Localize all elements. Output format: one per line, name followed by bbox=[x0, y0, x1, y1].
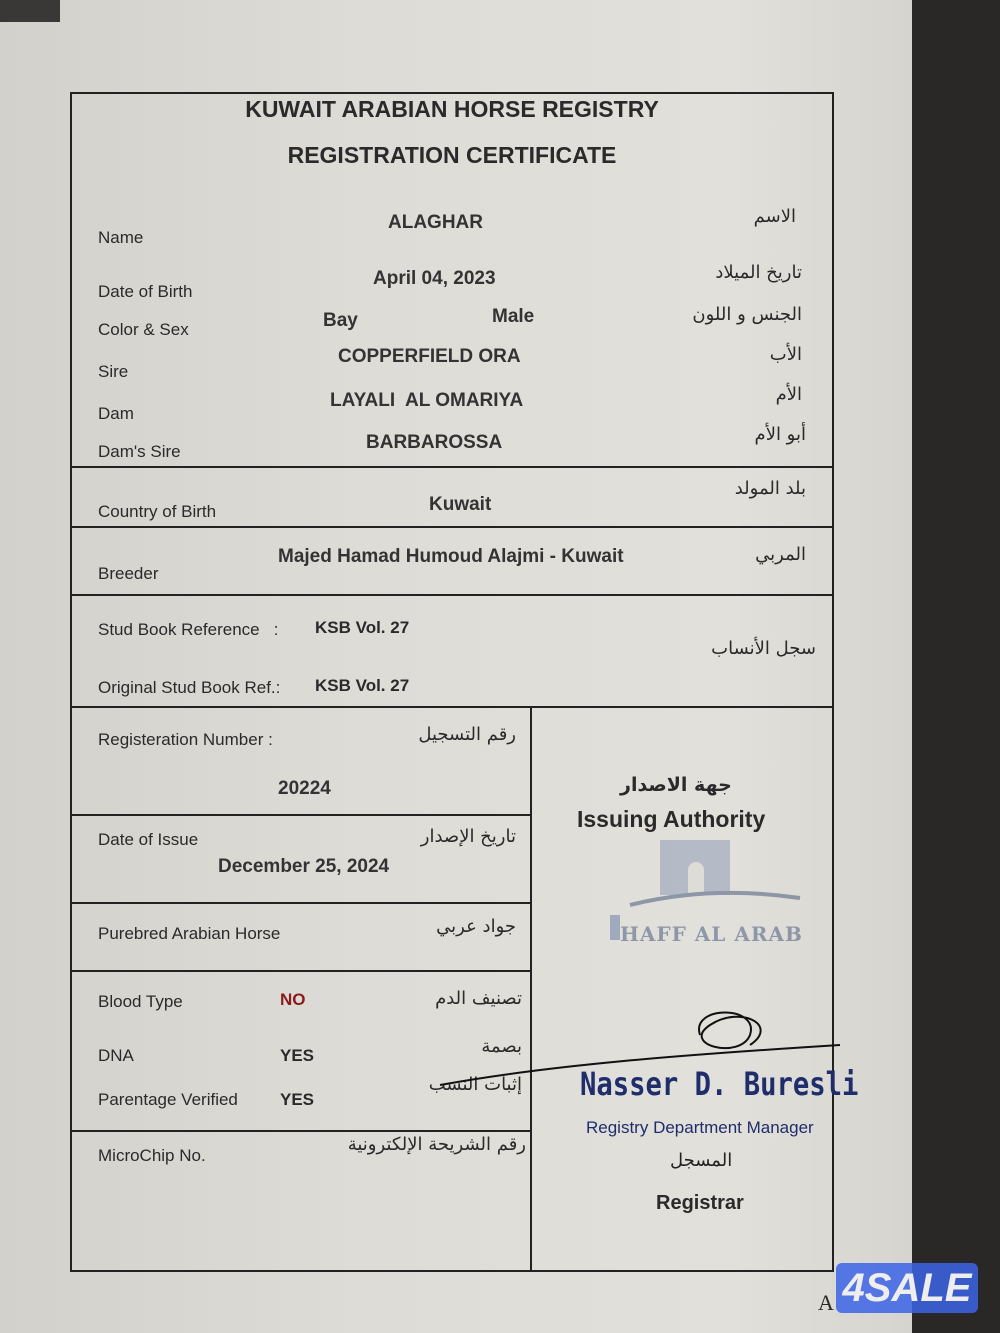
country-value: Kuwait bbox=[429, 494, 492, 515]
watermark-logo: 4SALE bbox=[836, 1263, 978, 1313]
dna-value: YES bbox=[280, 1046, 315, 1065]
divider bbox=[72, 902, 532, 904]
castle-icon bbox=[600, 840, 810, 970]
breeder-ar: المربي bbox=[755, 544, 806, 565]
registry-title: KUWAIT ARABIAN HORSE REGISTRY bbox=[245, 96, 659, 122]
stud-ar: سجل الأنساب bbox=[711, 638, 816, 659]
orig-stud-ref-label: Original Stud Book Ref.: bbox=[98, 678, 281, 697]
reg-number-value: 20224 bbox=[278, 778, 331, 799]
divider bbox=[72, 970, 532, 972]
microchip-ar: رقم الشريحة الإلكترونية bbox=[347, 1134, 526, 1155]
background-edge bbox=[0, 0, 60, 22]
dam-ar: الأم bbox=[775, 384, 802, 405]
page-mark: A bbox=[818, 1290, 834, 1315]
signatory-name: Nasser D. Buresli bbox=[580, 1065, 859, 1103]
dob-value: April 04, 2023 bbox=[373, 268, 496, 289]
breeder-value: Majed Hamad Humoud Alajmi - Kuwait bbox=[278, 546, 624, 567]
dob-label: Date of Birth bbox=[98, 282, 193, 301]
issuing-authority-label: Issuing Authority bbox=[577, 806, 766, 832]
breeder-label: Breeder bbox=[98, 564, 159, 583]
dams-sire-label: Dam's Sire bbox=[98, 442, 181, 461]
sire-value: COPPERFIELD ORA bbox=[338, 346, 521, 367]
registrar-label: Registrar bbox=[656, 1192, 744, 1214]
issue-date-ar: تاريخ الإصدار bbox=[420, 826, 516, 847]
purebred-label: Purebred Arabian Horse bbox=[98, 924, 281, 943]
name-label: Name bbox=[98, 228, 144, 247]
signatory-title: Registry Department Manager bbox=[586, 1118, 814, 1137]
authority-ar: جهة الاصدار bbox=[620, 774, 732, 796]
dam-value: LAYALI AL OMARIYA bbox=[330, 390, 524, 411]
microchip-label: MicroChip No. bbox=[98, 1146, 206, 1165]
blood-type-label: Blood Type bbox=[98, 992, 183, 1011]
stamp-text: HAFF AL ARAB bbox=[620, 922, 803, 946]
divider bbox=[72, 706, 832, 708]
divider bbox=[72, 1130, 532, 1132]
stud-ref-label: Stud Book Reference : bbox=[98, 620, 279, 639]
dams-sire-value: BARBAROSSA bbox=[366, 432, 503, 453]
color-sex-ar: الجنس و اللون bbox=[692, 304, 802, 325]
dams-sire-ar: أبو الأم bbox=[754, 424, 806, 445]
divider bbox=[72, 814, 532, 816]
purebred-ar: جواد عربي bbox=[436, 916, 516, 937]
blood-type-ar: تصنيف الدم bbox=[435, 988, 522, 1009]
dna-label: DNA bbox=[98, 1046, 134, 1065]
name-ar: الاسم bbox=[753, 206, 796, 227]
stud-ref-value: KSB Vol. 27 bbox=[315, 618, 410, 637]
divider bbox=[72, 466, 832, 468]
reg-number-ar: رقم التسجيل bbox=[418, 724, 516, 745]
registrar-ar: المسجل bbox=[670, 1150, 733, 1171]
color-sex-label: Color & Sex bbox=[98, 320, 189, 339]
country-label: Country of Birth bbox=[98, 502, 217, 521]
divider bbox=[72, 594, 832, 596]
sire-label: Sire bbox=[98, 362, 129, 381]
parentage-value: YES bbox=[280, 1090, 315, 1109]
name-value: ALAGHAR bbox=[388, 212, 483, 233]
dam-label: Dam bbox=[98, 404, 134, 423]
orig-stud-ref-value: KSB Vol. 27 bbox=[315, 676, 410, 695]
country-ar: بلد المولد bbox=[734, 478, 806, 499]
blood-type-value: NO bbox=[280, 990, 306, 1009]
column-divider bbox=[530, 706, 532, 1270]
dna-ar: بصمة bbox=[481, 1036, 522, 1057]
issue-date-label: Date of Issue bbox=[98, 830, 199, 849]
issue-date-value: December 25, 2024 bbox=[218, 856, 390, 877]
certificate-title: REGISTRATION CERTIFICATE bbox=[287, 142, 617, 168]
reg-number-label: Registeration Number : bbox=[98, 730, 273, 749]
sire-ar: الأب bbox=[769, 344, 802, 365]
parentage-ar: إثبات النسب bbox=[428, 1074, 522, 1095]
color-value: Bay bbox=[323, 310, 358, 331]
dob-ar: تاريخ الميلاد bbox=[715, 262, 802, 283]
sex-value: Male bbox=[492, 306, 535, 327]
haff-al-arab-stamp bbox=[600, 840, 810, 970]
parentage-label: Parentage Verified bbox=[98, 1090, 238, 1109]
divider bbox=[72, 526, 832, 528]
